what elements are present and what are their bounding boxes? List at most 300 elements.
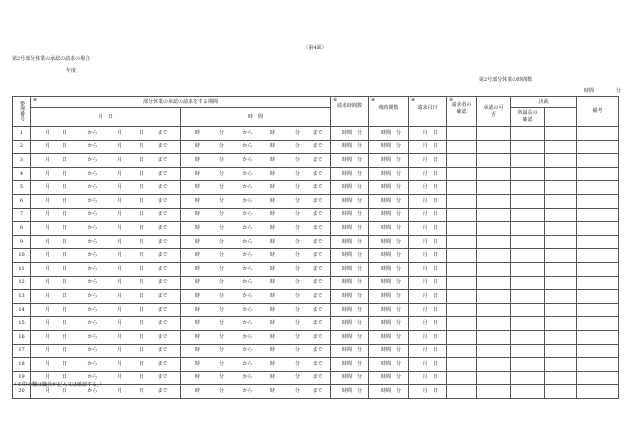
approval-cell[interactable] xyxy=(477,194,511,208)
department-head-confirm-cell[interactable] xyxy=(511,167,545,181)
request-date-cell[interactable] xyxy=(409,222,447,236)
time-range-cell[interactable] xyxy=(181,385,331,399)
remarks-cell[interactable] xyxy=(577,140,619,154)
from-label: から xyxy=(242,143,253,150)
approval-cell[interactable] xyxy=(477,249,511,263)
date-range-cell[interactable] xyxy=(31,317,181,331)
date-range-cell[interactable] xyxy=(31,127,181,141)
approval-cell[interactable] xyxy=(477,371,511,385)
approval-cell[interactable] xyxy=(477,317,511,331)
requester-confirm-cell[interactable] xyxy=(447,127,477,141)
minute-label: 分 xyxy=(294,374,300,381)
decision-blank-cell[interactable] xyxy=(545,222,577,236)
remaining-hours-cell[interactable] xyxy=(369,290,409,304)
hour-label: 時 xyxy=(269,156,275,163)
decision-blank-cell[interactable] xyxy=(545,385,577,399)
time-range-cell[interactable] xyxy=(181,235,331,249)
department-head-confirm-cell[interactable] xyxy=(511,194,545,208)
hour-label: 時 xyxy=(194,211,200,218)
time-range-cell[interactable] xyxy=(181,249,331,263)
date-range-cell[interactable] xyxy=(31,344,181,358)
department-head-confirm-cell[interactable] xyxy=(511,154,545,168)
approval-cell[interactable] xyxy=(477,276,511,290)
decision-blank-cell[interactable] xyxy=(545,344,577,358)
requester-confirm-cell[interactable] xyxy=(447,344,477,358)
time-range-cell[interactable] xyxy=(181,330,331,344)
minute-label: 分 xyxy=(218,347,224,354)
month-label: 月 xyxy=(422,388,428,395)
hour-label: 時 xyxy=(194,197,200,204)
minutes-label: 分 xyxy=(396,184,402,191)
decision-blank-cell[interactable] xyxy=(545,154,577,168)
remaining-hours-cell[interactable] xyxy=(369,194,409,208)
request-date-cell[interactable] xyxy=(409,371,447,385)
decision-blank-cell[interactable] xyxy=(545,276,577,290)
from-label: から xyxy=(87,279,98,286)
date-range-cell[interactable] xyxy=(31,167,181,181)
department-head-confirm-cell[interactable] xyxy=(511,222,545,236)
remaining-hours-cell[interactable] xyxy=(369,222,409,236)
hour-label: 時 xyxy=(269,388,275,395)
request-date-cell[interactable] xyxy=(409,167,447,181)
from-label: から xyxy=(242,224,253,231)
decision-blank-cell[interactable] xyxy=(545,358,577,372)
date-range-cell[interactable] xyxy=(31,303,181,317)
remarks-cell[interactable] xyxy=(577,208,619,222)
department-head-confirm-cell[interactable] xyxy=(511,344,545,358)
request-rows xyxy=(13,127,619,399)
remaining-hours-cell[interactable] xyxy=(369,262,409,276)
time-range-cell[interactable] xyxy=(181,167,331,181)
requested-hours-cell[interactable] xyxy=(331,140,369,154)
approval-cell[interactable] xyxy=(477,358,511,372)
request-date-cell[interactable] xyxy=(409,358,447,372)
hour-label: 時 xyxy=(194,292,200,299)
requester-confirm-cell[interactable] xyxy=(447,194,477,208)
department-head-confirm-cell[interactable] xyxy=(511,127,545,141)
time-range-cell[interactable] xyxy=(181,276,331,290)
hour-label: 時 xyxy=(269,306,275,313)
request-date-cell[interactable] xyxy=(409,344,447,358)
minute-label: 分 xyxy=(218,211,224,218)
request-date-cell[interactable] xyxy=(409,303,447,317)
remaining-hours-cell[interactable] xyxy=(369,235,409,249)
row-number: 4 xyxy=(13,167,31,181)
date-range-cell[interactable] xyxy=(31,235,181,249)
minute-label: 分 xyxy=(294,388,300,395)
department-head-confirm-cell[interactable] xyxy=(511,358,545,372)
department-head-confirm-cell[interactable] xyxy=(511,235,545,249)
decision-blank-cell[interactable] xyxy=(545,208,577,222)
minute-label: 分 xyxy=(218,224,224,231)
remarks-cell[interactable] xyxy=(577,290,619,304)
remaining-hours-cell[interactable] xyxy=(369,167,409,181)
minutes-label: 分 xyxy=(396,306,402,313)
time-range-cell[interactable] xyxy=(181,317,331,331)
hour-label: 時 xyxy=(269,252,275,259)
hour-label: 時 xyxy=(269,211,275,218)
hours-label: 時間 xyxy=(341,238,352,245)
remarks-cell[interactable] xyxy=(577,276,619,290)
requested-hours-cell[interactable] xyxy=(331,249,369,263)
time-range-cell[interactable] xyxy=(181,262,331,276)
day-label: 日 xyxy=(138,224,144,231)
remaining-hours-cell[interactable] xyxy=(369,249,409,263)
remaining-hours-cell[interactable] xyxy=(369,154,409,168)
approval-cell[interactable] xyxy=(477,344,511,358)
remarks-cell[interactable] xyxy=(577,317,619,331)
remaining-hours-cell[interactable] xyxy=(369,317,409,331)
requester-confirm-cell[interactable] xyxy=(447,276,477,290)
date-range-cell[interactable] xyxy=(31,358,181,372)
remaining-hours-cell[interactable] xyxy=(369,358,409,372)
remarks-cell[interactable] xyxy=(577,371,619,385)
requested-hours-cell[interactable] xyxy=(331,154,369,168)
remarks-cell[interactable] xyxy=(577,222,619,236)
requester-confirm-cell[interactable] xyxy=(447,303,477,317)
month-label: 月 xyxy=(422,238,428,245)
remaining-hours-cell[interactable] xyxy=(369,208,409,222)
request-date-cell[interactable] xyxy=(409,194,447,208)
remarks-cell[interactable] xyxy=(577,303,619,317)
department-head-confirm-cell[interactable] xyxy=(511,181,545,195)
department-head-confirm-cell[interactable] xyxy=(511,303,545,317)
from-label: から xyxy=(242,279,253,286)
remarks-cell[interactable] xyxy=(577,385,619,399)
remarks-cell[interactable] xyxy=(577,249,619,263)
remarks-cell[interactable] xyxy=(577,235,619,249)
decision-blank-cell[interactable] xyxy=(545,194,577,208)
month-label: 月 xyxy=(422,333,428,340)
minutes-label: 分 xyxy=(357,197,363,204)
date-range-cell[interactable] xyxy=(31,181,181,195)
requested-hours-cell[interactable] xyxy=(331,371,369,385)
minute-label: 分 xyxy=(294,360,300,367)
requester-confirm-cell[interactable] xyxy=(447,167,477,181)
time-range-cell[interactable] xyxy=(181,208,331,222)
requested-hours-cell[interactable] xyxy=(331,222,369,236)
requester-confirm-cell[interactable] xyxy=(447,385,477,399)
date-range-cell[interactable] xyxy=(31,222,181,236)
approval-cell[interactable] xyxy=(477,262,511,276)
remarks-cell[interactable] xyxy=(577,330,619,344)
month-label: 月 xyxy=(44,184,50,191)
day-label: 日 xyxy=(433,306,439,313)
remaining-hours-cell[interactable] xyxy=(369,276,409,290)
time-range-cell[interactable] xyxy=(181,290,331,304)
requested-hours-cell[interactable] xyxy=(331,276,369,290)
requester-confirm-cell[interactable] xyxy=(447,181,477,195)
approval-cell[interactable] xyxy=(477,235,511,249)
day-label: 日 xyxy=(61,388,67,395)
minutes-label: 分 xyxy=(396,292,402,299)
minutes-label: 分 xyxy=(396,279,402,286)
decision-blank-cell[interactable] xyxy=(545,167,577,181)
hour-label: 時 xyxy=(194,374,200,381)
from-label: から xyxy=(242,306,253,313)
until-label: まで xyxy=(157,374,168,381)
requested-hours-cell[interactable] xyxy=(331,317,369,331)
department-head-confirm-cell[interactable] xyxy=(511,317,545,331)
table-row xyxy=(13,249,619,263)
date-range-cell[interactable] xyxy=(31,249,181,263)
department-head-confirm-cell[interactable] xyxy=(511,290,545,304)
requested-hours-cell[interactable] xyxy=(331,208,369,222)
requester-confirm-cell[interactable] xyxy=(447,262,477,276)
until-label: まで xyxy=(312,252,323,259)
table-row xyxy=(13,127,619,141)
remaining-hours-cell[interactable] xyxy=(369,385,409,399)
time-range-cell[interactable] xyxy=(181,222,331,236)
decision-blank-cell[interactable] xyxy=(545,235,577,249)
requested-hours-cell[interactable] xyxy=(331,344,369,358)
month-label: 月 xyxy=(422,360,428,367)
decision-blank-cell[interactable] xyxy=(545,127,577,141)
from-label: から xyxy=(242,374,253,381)
date-range-cell[interactable] xyxy=(31,208,181,222)
requested-hours-cell[interactable] xyxy=(331,181,369,195)
hours-label: 時間 xyxy=(380,170,391,177)
day-label: 日 xyxy=(433,292,439,299)
requester-confirm-cell[interactable] xyxy=(447,222,477,236)
minutes-label: 分 xyxy=(357,320,363,327)
minutes-label: 分 xyxy=(357,238,363,245)
remaining-hours-cell[interactable] xyxy=(369,127,409,141)
request-date-cell[interactable] xyxy=(409,276,447,290)
remaining-hours-cell[interactable] xyxy=(369,303,409,317)
from-label: から xyxy=(242,333,253,340)
hour-label: 時 xyxy=(269,333,275,340)
hour-label: 時 xyxy=(269,238,275,245)
department-head-confirm-cell[interactable] xyxy=(511,208,545,222)
approval-cell[interactable] xyxy=(477,140,511,154)
approval-cell[interactable] xyxy=(477,290,511,304)
requester-confirm-cell[interactable] xyxy=(447,317,477,331)
requested-hours-cell[interactable] xyxy=(331,330,369,344)
request-date-cell[interactable] xyxy=(409,235,447,249)
approval-cell[interactable] xyxy=(477,208,511,222)
month-label: 月 xyxy=(116,143,122,150)
department-head-confirm-cell[interactable] xyxy=(511,330,545,344)
until-label: まで xyxy=(312,156,323,163)
remarks-cell[interactable] xyxy=(577,358,619,372)
hour-label: 時 xyxy=(194,320,200,327)
department-head-confirm-cell[interactable] xyxy=(511,249,545,263)
request-date-cell[interactable] xyxy=(409,140,447,154)
requested-hours-cell[interactable] xyxy=(331,127,369,141)
approval-cell[interactable] xyxy=(477,303,511,317)
month-label: 月 xyxy=(44,224,50,231)
month-label: 月 xyxy=(116,184,122,191)
requester-confirm-cell[interactable] xyxy=(447,235,477,249)
requested-hours-cell[interactable] xyxy=(331,358,369,372)
time-range-cell[interactable] xyxy=(181,303,331,317)
approval-cell[interactable] xyxy=(477,181,511,195)
until-label: まで xyxy=(157,252,168,259)
remarks-cell[interactable] xyxy=(577,167,619,181)
hour-label: 時 xyxy=(269,265,275,272)
request-date-cell[interactable] xyxy=(409,181,447,195)
until-label: まで xyxy=(312,265,323,272)
staff-mark: ※ xyxy=(371,97,376,103)
month-label: 月 xyxy=(44,265,50,272)
decision-blank-cell[interactable] xyxy=(545,262,577,276)
remaining-hours-cell[interactable] xyxy=(369,140,409,154)
remaining-hours-cell[interactable] xyxy=(369,330,409,344)
hours-label: 時間 xyxy=(380,388,391,395)
decision-blank-cell[interactable] xyxy=(545,140,577,154)
staff-mark: ※ xyxy=(33,97,38,103)
minute-label: 分 xyxy=(294,129,300,136)
request-date-cell[interactable] xyxy=(409,330,447,344)
row-number: 14 xyxy=(13,303,31,317)
remarks-cell[interactable] xyxy=(577,194,619,208)
until-label: まで xyxy=(157,129,168,136)
date-range-cell[interactable] xyxy=(31,290,181,304)
from-label: から xyxy=(87,320,98,327)
day-label: 日 xyxy=(61,292,67,299)
requester-confirm-cell[interactable] xyxy=(447,358,477,372)
minute-label: 分 xyxy=(294,224,300,231)
minutes-label: 分 xyxy=(396,211,402,218)
minutes-label: 分 xyxy=(396,333,402,340)
hour-label: 時 xyxy=(194,184,200,191)
requester-confirm-cell[interactable] xyxy=(447,154,477,168)
requested-hours-cell[interactable] xyxy=(331,262,369,276)
date-range-cell[interactable] xyxy=(31,194,181,208)
decision-blank-header xyxy=(545,108,577,127)
remarks-cell[interactable] xyxy=(577,344,619,358)
request-date-cell[interactable] xyxy=(409,208,447,222)
date-range-cell[interactable] xyxy=(31,276,181,290)
requested-hours-cell[interactable] xyxy=(331,290,369,304)
until-label: まで xyxy=(157,347,168,354)
approval-cell[interactable] xyxy=(477,167,511,181)
department-head-confirm-cell[interactable] xyxy=(511,385,545,399)
requester-confirm-cell[interactable] xyxy=(447,290,477,304)
date-range-cell[interactable] xyxy=(31,262,181,276)
decision-blank-cell[interactable] xyxy=(545,371,577,385)
date-range-cell[interactable] xyxy=(31,140,181,154)
hour-label: 時 xyxy=(269,184,275,191)
requester-confirm-cell[interactable] xyxy=(447,140,477,154)
time-range-cell[interactable] xyxy=(181,371,331,385)
request-date-cell[interactable] xyxy=(409,385,447,399)
request-date-cell[interactable] xyxy=(409,127,447,141)
request-date-cell[interactable] xyxy=(409,154,447,168)
approval-cell[interactable] xyxy=(477,330,511,344)
date-range-cell[interactable] xyxy=(31,154,181,168)
approval-cell[interactable] xyxy=(477,154,511,168)
requested-hours-cell[interactable] xyxy=(331,303,369,317)
from-label: から xyxy=(87,252,98,259)
until-label: まで xyxy=(157,156,168,163)
approval-cell[interactable] xyxy=(477,127,511,141)
hours-label: 時間 xyxy=(380,320,391,327)
time-range-cell[interactable] xyxy=(181,127,331,141)
hour-label: 時 xyxy=(194,129,200,136)
department-head-confirm-cell[interactable] xyxy=(511,276,545,290)
approval-cell[interactable] xyxy=(477,222,511,236)
decision-blank-cell[interactable] xyxy=(545,303,577,317)
day-label: 日 xyxy=(61,265,67,272)
day-label: 日 xyxy=(433,156,439,163)
requested-hours-cell[interactable] xyxy=(331,385,369,399)
time-range-cell[interactable] xyxy=(181,344,331,358)
request-date-cell[interactable] xyxy=(409,262,447,276)
remarks-cell[interactable] xyxy=(577,154,619,168)
minutes-label: 分 xyxy=(396,129,402,136)
decision-blank-cell[interactable] xyxy=(545,317,577,331)
department-head-confirm-cell[interactable] xyxy=(511,140,545,154)
request-date-cell[interactable] xyxy=(409,290,447,304)
day-label: 日 xyxy=(61,320,67,327)
remaining-hours-cell[interactable] xyxy=(369,371,409,385)
remarks-cell[interactable] xyxy=(577,181,619,195)
time-range-cell[interactable] xyxy=(181,194,331,208)
month-label: 月 xyxy=(422,197,428,204)
request-date-cell[interactable] xyxy=(409,317,447,331)
request-date-cell[interactable] xyxy=(409,249,447,263)
requested-hours-cell[interactable] xyxy=(331,167,369,181)
day-label: 日 xyxy=(433,265,439,272)
requested-hours-cell[interactable] xyxy=(331,194,369,208)
time-range-cell[interactable] xyxy=(181,154,331,168)
hours-label: 時間 xyxy=(341,170,352,177)
approval-cell[interactable] xyxy=(477,385,511,399)
remaining-hours-cell[interactable] xyxy=(369,344,409,358)
time-range-cell[interactable] xyxy=(181,181,331,195)
hour-label: 時 xyxy=(269,374,275,381)
decision-blank-cell[interactable] xyxy=(545,181,577,195)
time-range-cell[interactable] xyxy=(181,140,331,154)
day-label: 日 xyxy=(61,156,67,163)
remarks-cell[interactable] xyxy=(577,127,619,141)
month-label: 月 xyxy=(422,129,428,136)
remarks-cell[interactable] xyxy=(577,262,619,276)
department-head-confirm-cell[interactable] xyxy=(511,262,545,276)
table-row xyxy=(13,303,619,317)
requester-confirm-cell[interactable] xyxy=(447,208,477,222)
requester-confirm-cell[interactable] xyxy=(447,371,477,385)
hours-label: 時間 xyxy=(380,143,391,150)
decision-blank-cell[interactable] xyxy=(545,249,577,263)
table-row xyxy=(13,235,619,249)
decision-blank-cell[interactable] xyxy=(545,290,577,304)
decision-blank-cell[interactable] xyxy=(545,330,577,344)
requester-confirm-cell[interactable] xyxy=(447,249,477,263)
minutes-label: 分 xyxy=(357,170,363,177)
month-label: 月 xyxy=(422,170,428,177)
remaining-hours-cell[interactable] xyxy=(369,181,409,195)
date-range-cell[interactable] xyxy=(31,330,181,344)
month-label: 月 xyxy=(116,306,122,313)
from-label: から xyxy=(87,143,98,150)
minute-label: 分 xyxy=(294,292,300,299)
minute-label: 分 xyxy=(294,238,300,245)
table-row xyxy=(13,330,619,344)
requester-confirm-cell[interactable] xyxy=(447,330,477,344)
day-label: 日 xyxy=(138,143,144,150)
from-label: から xyxy=(242,320,253,327)
month-label: 月 xyxy=(44,279,50,286)
department-head-confirm-cell[interactable] xyxy=(511,371,545,385)
until-label: まで xyxy=(312,320,323,327)
hour-label: 時 xyxy=(194,265,200,272)
month-label: 月 xyxy=(422,374,428,381)
time-range-cell[interactable] xyxy=(181,358,331,372)
requested-hours-cell[interactable] xyxy=(331,235,369,249)
